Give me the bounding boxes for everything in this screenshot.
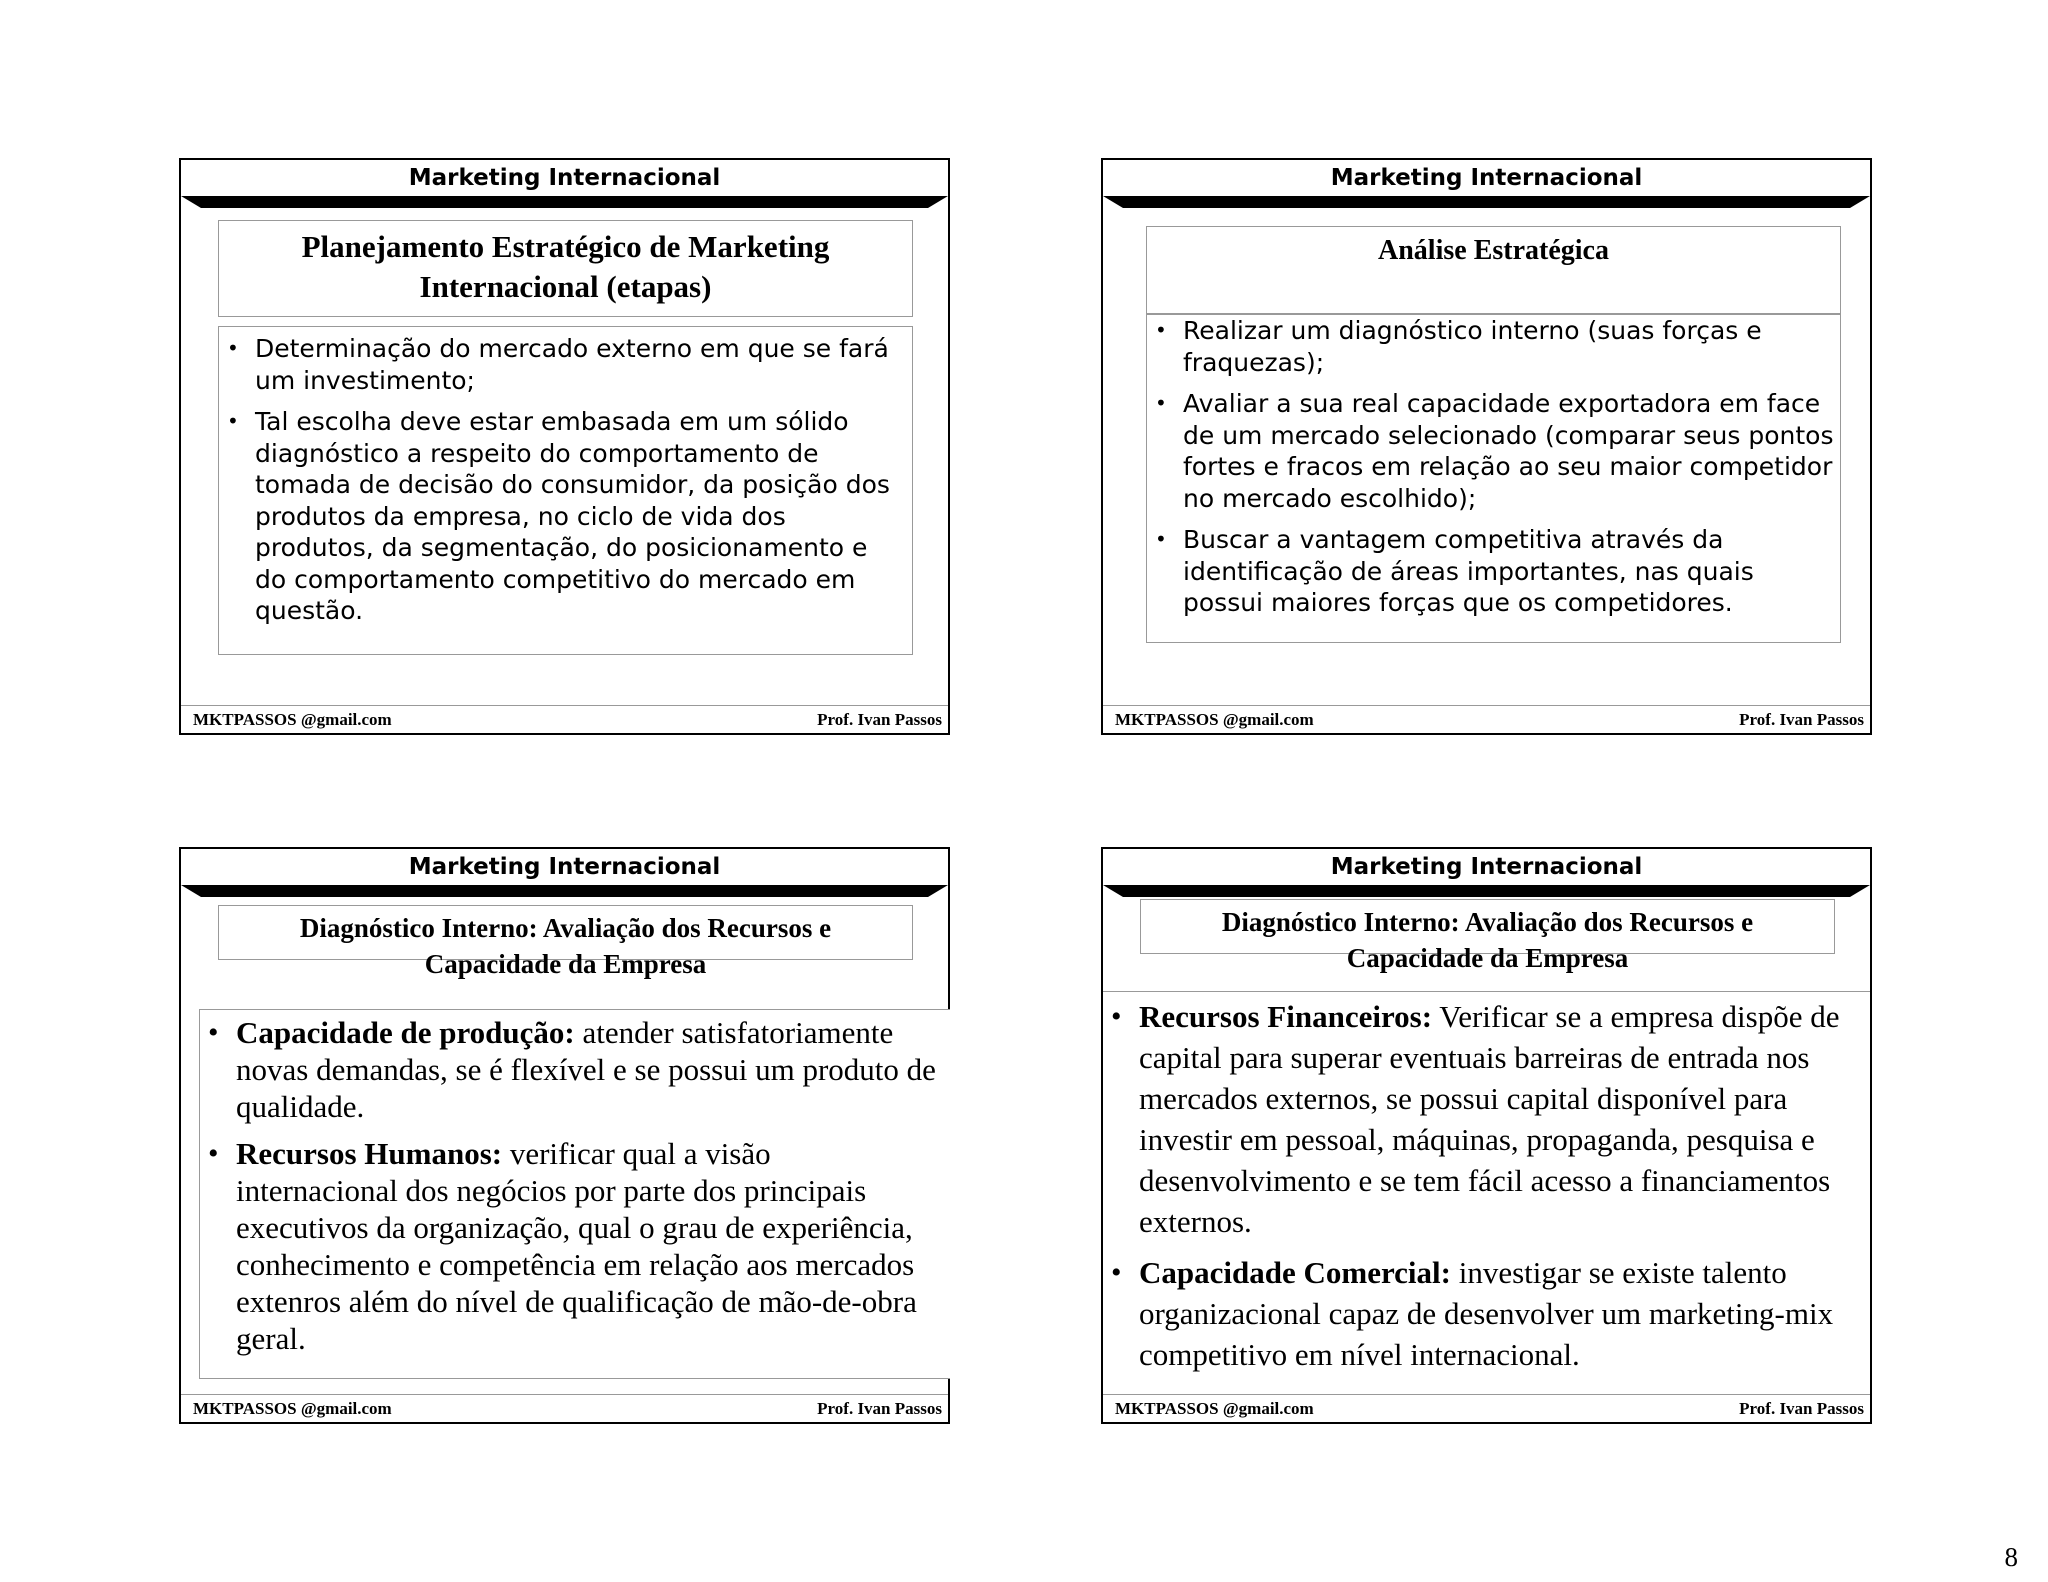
- bullet-icon: •: [1111, 1256, 1122, 1289]
- footer-email: MKTPASSOS @gmail.com: [1115, 1399, 1314, 1418]
- bullet-icon: •: [1155, 318, 1167, 342]
- slide-content-box: [1103, 991, 1870, 1388]
- slide-3: [179, 847, 950, 1424]
- slide-footer: [181, 1394, 948, 1422]
- slide-title-box: [218, 905, 913, 979]
- slide-header: Marketing Internacional: [408, 854, 721, 880]
- bullet-list: [1103, 996, 1856, 1375]
- footer-author: Prof. Ivan Passos: [1739, 1399, 1864, 1418]
- list-item: • Recursos Humanos: verificar qual a visão internacional dos negócios por parte dos principais executivos da organização, qual o grau de experiência, conhecimento e competência em relação aos mercados extenros além do nível de qualificação de mão-de-obra geral.: [208, 1136, 917, 1356]
- slide-footer: [1103, 1394, 1870, 1422]
- slide-title-line: Diagnóstico Interno: Avaliação dos Recursos e: [1221, 907, 1754, 937]
- slide-footer: [1103, 705, 1870, 733]
- bullet-list: [1147, 315, 1836, 619]
- slide-title-box: [1146, 226, 1841, 314]
- list-item: • Buscar a vantagem competitiva através da identificação de áreas importantes, nas quais possui maiores forças que os competidores.: [1155, 525, 1754, 617]
- bullet-icon: •: [208, 1016, 219, 1049]
- bullet-icon: •: [1155, 391, 1167, 415]
- list-item: • Avaliar a sua real capacidade exportadora em face de um mercado selecionado (comparar seus pontos fortes e fracos em relação ao seu maior competidor no mercado escolhido);: [1155, 389, 1834, 513]
- slide-title-line: Diagnóstico Interno: Avaliação dos Recursos e: [299, 913, 832, 943]
- slide-content-box: [199, 1009, 950, 1379]
- slide-4: [1101, 847, 1872, 1424]
- slide-title-box: [218, 220, 913, 317]
- slide-content-box: [1146, 314, 1841, 643]
- slide-header: Marketing Internacional: [1330, 854, 1643, 880]
- slide-2: [1101, 158, 1872, 735]
- bullet-list: [200, 1014, 940, 1357]
- slide-title-line: Capacidade da Empresa: [424, 949, 707, 979]
- list-item: • Determinação do mercado externo em que se fará um investimento;: [227, 334, 889, 395]
- slide-title-box: [1140, 899, 1835, 973]
- header-divider-bar: [181, 196, 948, 208]
- footer-email: MKTPASSOS @gmail.com: [193, 1399, 392, 1418]
- list-item: • Realizar um diagnóstico interno (suas forças e fraquezas);: [1155, 316, 1762, 377]
- header-divider-bar: [1103, 885, 1870, 897]
- list-item: • Tal escolha deve estar embasada em um sólido diagnóstico a respeito do comportamento de tomada de decisão do consumidor, da posição dos produtos da empresa, no ciclo de vida dos produtos, da segmentação, do posicionamento e do comportamento competitivo do mercado em questão.: [227, 407, 890, 625]
- footer-author: Prof. Ivan Passos: [817, 1399, 942, 1418]
- slide-1: [179, 158, 950, 735]
- bullet-icon: •: [1111, 1000, 1122, 1033]
- bullet-icon: •: [208, 1137, 219, 1170]
- bullet-icon: •: [227, 336, 239, 360]
- footer-email: MKTPASSOS @gmail.com: [193, 710, 392, 729]
- list-item: • Capacidade de produção: atender satisfatoriamente novas demandas, se é flexível e se possui um produto de qualidade.: [208, 1015, 936, 1124]
- list-item: • Recursos Financeiros: Verificar se a empresa dispõe de capital para superar eventuais barreiras de entrada nos mercados externos, se possui capital disponível para investir em pessoal, máquinas, propaganda, pesquisa e desenvolvimento e se tem fácil acesso a financiamentos externos.: [1103, 996, 1856, 1242]
- slide-header: Marketing Internacional: [408, 165, 721, 191]
- slide-title-line: Planejamento Estratégico de Marketing: [301, 229, 830, 264]
- bullet-icon: •: [1155, 527, 1167, 551]
- slide-footer: [181, 705, 948, 733]
- page-number: 8: [2004, 1542, 2018, 1572]
- slide-title-line: Internacional (etapas): [419, 269, 712, 304]
- slide-content-box: [218, 326, 913, 655]
- header-divider-bar: [1103, 196, 1870, 208]
- bullet-icon: •: [227, 409, 239, 433]
- slide-header: Marketing Internacional: [1330, 165, 1643, 191]
- footer-author: Prof. Ivan Passos: [1739, 710, 1864, 729]
- header-divider-bar: [181, 885, 948, 897]
- slide-title-line: Capacidade da Empresa: [1346, 943, 1629, 973]
- footer-author: Prof. Ivan Passos: [817, 710, 942, 729]
- bullet-list: [219, 333, 906, 627]
- slide-title-line: Análise Estratégica: [1378, 235, 1609, 266]
- footer-email: MKTPASSOS @gmail.com: [1115, 710, 1314, 729]
- list-item: • Capacidade Comercial: investigar se existe talento organizacional capaz de desenvolver um marketing-mix competitivo em nível internacional.: [1103, 1252, 1856, 1375]
